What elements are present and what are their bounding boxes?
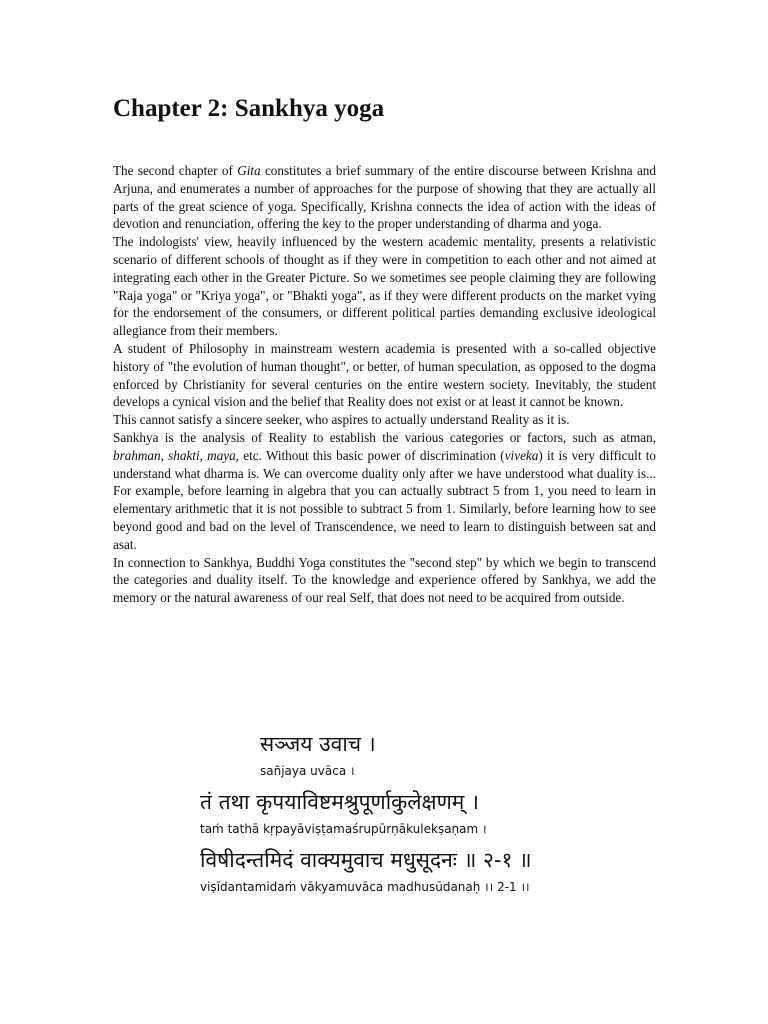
verse-line-1-transliteration: sañjaya uvāca । bbox=[260, 764, 355, 778]
chapter-title: Chapter 2: Sankhya yoga bbox=[113, 95, 385, 122]
paragraph bbox=[113, 429, 656, 554]
verse-line-2-transliteration: taṁ tathā kṛpayāviṣṭamaśrupūrṇākulekṣaṇam । bbox=[200, 822, 487, 836]
text-run: constitutes a brief summary of the entire discourse between Krishna and Arjuna, and enumerates a number of approaches for the purpose of showing that they are actually all parts of the great science of yoga. Specifically, Krishna connects the idea of action with the ideas of devotion and renunciation, offering the key to the proper understanding of dharma and yoga. bbox=[113, 163, 656, 232]
text-run: Sankhya is the analysis of Reality to establish the various categories or factors, such as atman, bbox=[113, 429, 656, 445]
sanskrit-verse bbox=[200, 728, 620, 902]
paragraph bbox=[113, 233, 656, 340]
text-run: The indologists' view, heavily influenced by the western academic mentality, presents a relativistic scenario of different schools of thought as if they were in competition to each other and not aimed at integrating each other in the Greater Picture. So we sometimes see people claiming they are following "Raja yoga" or "Kriya yoga", or "Bhakti yoga", as if they were different products on the market vying for the endorsement of the consumers, or different political parties demanding exclusive ideological allegiance from their members. bbox=[113, 234, 656, 339]
paragraph bbox=[113, 554, 656, 607]
text-run: A student of Philosophy in mainstream western academia is presented with a so-called objective history of "the evolution of human thought", or better, of human speculation, as opposed to the dogma enforced by Christianity for several centuries on the entire western society. Inevitably, the student develops a cynical vision and the belief that Reality does not exist or at least it cannot be known. bbox=[113, 340, 656, 410]
text-run: ) it is very difficult to understand what dharma is. We can overcome duality only after we have understood what duality is... For example, before learning in algebra that you can actually subtract 5 from 1, you need to learn in elementary arithmetic that it is not possible to subtract 5 from 1. Similarly, before learning how to see beyond good and bad on the level of Transcendence, we need to learn to distinguish between sat and asat. bbox=[113, 447, 656, 552]
paragraph bbox=[113, 411, 656, 429]
verse-line-3-transliteration: viṣīdantamidaṁ vākyamuvāca madhusūdanaḥ ।। 2-1 ।। bbox=[200, 880, 530, 894]
text-run: In connection to Sankhya, Buddhi Yoga constitutes the "second step" by which we begin to transcend the categories and duality itself. To the knowledge and experience offered by Sankhya, we add the memory or the natural awareness of our real Self, that does not need to be acquired from outside. bbox=[113, 554, 656, 606]
paragraph bbox=[113, 340, 656, 411]
verse-line-3-devanagari: विषीदन्तमिदं वाक्यमुवाच मधुसूदनः ॥ २-१ ॥ bbox=[200, 848, 532, 872]
body-text bbox=[113, 162, 656, 607]
text-run: The second chapter of bbox=[113, 163, 238, 178]
text-run: This cannot satisfy a sincere seeker, who aspires to actually understand Reality as it is. bbox=[113, 412, 570, 428]
italic-text: Gita bbox=[237, 163, 261, 178]
paragraph bbox=[113, 162, 656, 233]
verse-line-1-devanagari: सञ्जय उवाच । bbox=[260, 732, 376, 756]
text-run: , etc. Without this basic power of discrimination ( bbox=[235, 447, 505, 463]
verse-line-2-devanagari: तं तथा कृपयाविष्टमश्रुपूर्णाकुलेक्षणम् । bbox=[200, 790, 479, 814]
italic-text: viveka bbox=[504, 447, 539, 463]
italic-text: brahman, shakti, maya bbox=[113, 447, 236, 463]
